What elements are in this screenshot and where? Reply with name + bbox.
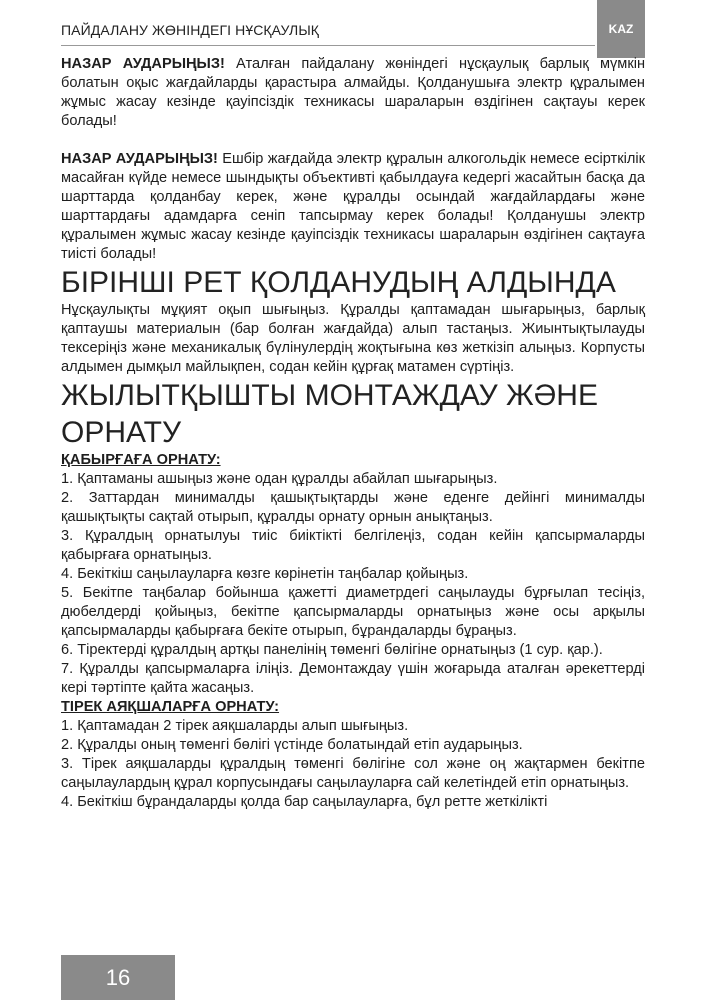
list-item: 3. Құралдың орнатылуы тиіс биіктікті белгілеңіз, содан кейін қапсырмаларды қабырғаға орнатыңыз. [61,528,645,563]
list-item: 4. Бекіткіш бұрандаларды қолда бар саңылауларға, бұл ретте жеткілікті [61,794,548,810]
list-item: 4. Бекіткіш саңылауларға көзге көрінетін таңбалар қойыңыз. [61,566,469,582]
page-content [61,55,645,812]
page-number: 16 [61,955,175,1000]
list-item: 7. Құралды қапсырмаларға іліңіз. Демонтаждау үшін жоғарыда аталған әрекеттерді кері тәртіпте қайта жасаңыз. [61,661,645,696]
page-header-title: ПАЙДАЛАНУ ЖӨНІНДЕГІ НҰСҚАУЛЫҚ [61,22,320,38]
list-item: 1. Қаптаманы ашыңыз және одан құралды абайлап шығарыңыз. [61,471,498,487]
list-item: 6. Тіректерді құралдың артқы панелінің төменгі бөлігіне орнатыңыз (1 сур. қар.). [61,642,603,658]
warning-paragraph-2 [61,150,645,264]
list-item: 2. Құралды оның төменгі бөлігі үстінде болатындай етіп аударыңыз. [61,737,523,753]
list-item: 5. Бекітпе таңбалар бойынша қажетті диаметрдегі саңылауды бұрғылап тесіңіз, дюбелдерді қойыңыз, бекітпе қапсырмаларды орнатыңыз және осы арқылы қапсырмаларды қабырғаға бекіте отырып, бұрандаларды бұраңыз. [61,585,645,639]
header-divider [61,45,595,46]
section-heading-installation: ЖЫЛЫТҚЫШТЫ МОНТАЖДАУ ЖӘНЕ ОРНАТУ [61,379,598,449]
warning-text: Аталған пайдалану жөніндегі нұсқаулық барлық мүмкін болатын оқыс жағдайларды қарастыра алмайды. Қолданушыға электр құралымен жұмыс жасау кезінде қауіпсіздік техникасы шараларын өздігінен сақтауы керек болады! [61,56,646,129]
warning-label: НАЗАР АУДАРЫҢЫЗ! [61,56,225,72]
warning-paragraph-1 [61,55,645,131]
wall-mount-title: ҚАБЫРҒАҒА ОРНАТУ: [61,452,221,468]
warning-text: Ешбір жағдайда электр құралын алкогольдік немесе есірткілік масайған күйде немесе шындықты объективті қабылдауға кедергі жасайтын басқа да шарттарда қолданбау керек, және құралды осындай жағдайлардағы және шарттардағы адамдарға сеніп тапсырмау керек болады! Қолданушы электр құралымен жұмыс жасау кезінде қауіпсіздік техникасы шараларын өздігінен сақтауға тиісті болады! [61,151,645,262]
list-item: 3. Тірек аяқшаларды құралдың төменгі бөлігіне сол және оң жақтармен бекітпе саңылаулардың құрал корпусындағы саңылауларға сай келетіндей етіп орнатыңыз. [61,756,645,791]
legs-mount-title: ТІРЕК АЯҚШАЛАРҒА ОРНАТУ: [61,699,280,715]
list-item: 1. Қаптамадан 2 тірек аяқшаларды алып шығыңыз. [61,718,409,734]
list-item: 2. Заттардан минималды қашықтықтарды және еденге дейінгі минималды қашықтықты сақтай отырып, құралды орнату орнын анықтаңыз. [61,490,645,525]
section-heading-first-use: БІРІНШІ РЕТ ҚОЛДАНУДЫҢ АЛДЫНДА [61,266,616,299]
language-badge: KAZ [597,0,645,58]
first-use-paragraph: Нұсқаулықты мұқият оқып шығыңыз. Құралды қаптамадан шығарыңыз, барлық қаптаушы материалын (бар болған жағдайда) алып тастаңыз. Жиынтықтылауды тексеріңіз және механикалық бүлінулердің жоқтығына көз жеткізіп алыңыз. Корпусты алдымен дымқыл майлықпен, содан кейін құрғақ матамен сүртіңіз. [61,302,645,375]
warning-label: НАЗАР АУДАРЫҢЫЗ! [61,151,218,167]
